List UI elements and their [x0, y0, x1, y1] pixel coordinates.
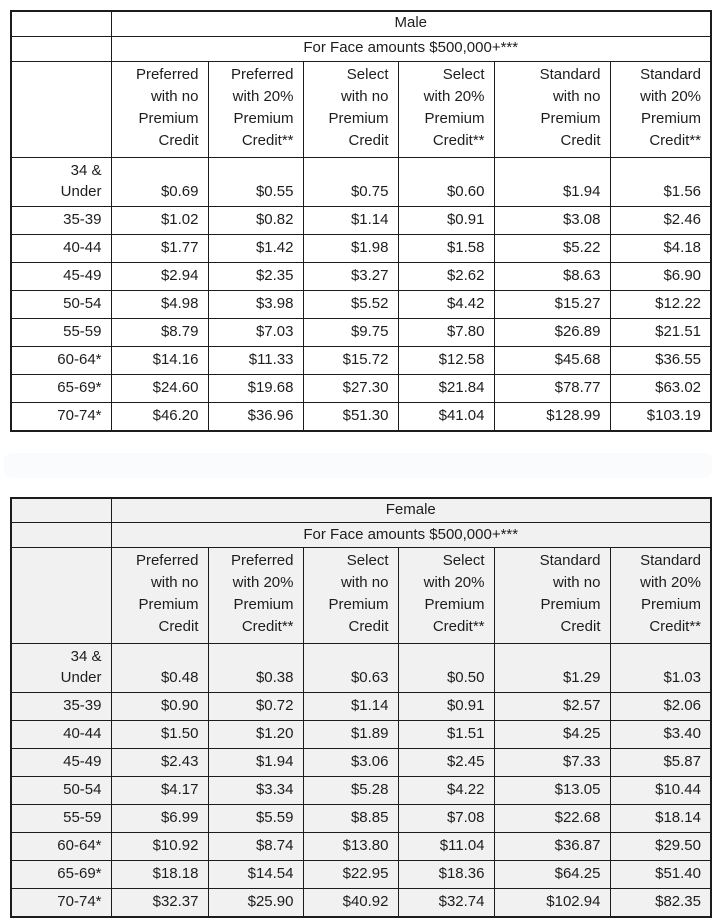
- rate-value: $7.08: [398, 805, 494, 833]
- rate-value: $1.14: [303, 206, 398, 234]
- rate-value: $10.92: [111, 833, 208, 861]
- table-row: [11, 721, 711, 749]
- rate-value: $0.38: [208, 644, 303, 693]
- rate-value: $0.91: [398, 693, 494, 721]
- rate-value: $22.95: [303, 861, 398, 889]
- rate-value: $14.54: [208, 861, 303, 889]
- male-rate-table: [10, 10, 712, 432]
- age-band-label: 60-64*: [11, 833, 111, 861]
- rate-value: $1.50: [111, 721, 208, 749]
- rate-value: $36.87: [494, 833, 610, 861]
- rate-value: $18.36: [398, 861, 494, 889]
- rate-value: $0.91: [398, 206, 494, 234]
- rate-value: $24.60: [111, 374, 208, 402]
- age-band-label: 70-74*: [11, 402, 111, 431]
- rate-value: $11.33: [208, 346, 303, 374]
- column-header: Preferred with 20% Premium Credit**: [208, 548, 303, 644]
- rate-value: $3.27: [303, 262, 398, 290]
- age-band-label: 35-39: [11, 693, 111, 721]
- age-band-label: 45-49: [11, 749, 111, 777]
- table-row: [11, 693, 711, 721]
- age-band-label: 55-59: [11, 805, 111, 833]
- rate-value: $5.28: [303, 777, 398, 805]
- age-band-label: 50-54: [11, 290, 111, 318]
- rate-value: $3.34: [208, 777, 303, 805]
- rate-value: $1.94: [208, 749, 303, 777]
- rate-value: $3.06: [303, 749, 398, 777]
- rate-value: $64.25: [494, 861, 610, 889]
- rate-value: $5.22: [494, 234, 610, 262]
- rate-value: $0.72: [208, 693, 303, 721]
- rate-value: $11.04: [398, 833, 494, 861]
- rate-value: $8.74: [208, 833, 303, 861]
- corner-cell: [11, 523, 111, 548]
- table-row: [11, 374, 711, 402]
- rate-value: $1.51: [398, 721, 494, 749]
- rate-value: $15.27: [494, 290, 610, 318]
- rate-value: $1.14: [303, 693, 398, 721]
- rate-value: $25.90: [208, 889, 303, 918]
- rate-value: $4.18: [610, 234, 711, 262]
- rate-value: $2.43: [111, 749, 208, 777]
- rate-value: $18.18: [111, 861, 208, 889]
- rate-value: $46.20: [111, 402, 208, 431]
- rate-value: $0.90: [111, 693, 208, 721]
- rate-value: $26.89: [494, 318, 610, 346]
- rate-value: $63.02: [610, 374, 711, 402]
- rate-value: $128.99: [494, 402, 610, 431]
- rate-value: $3.98: [208, 290, 303, 318]
- rate-value: $0.55: [208, 157, 303, 206]
- rate-value: $103.19: [610, 402, 711, 431]
- rate-value: $0.63: [303, 644, 398, 693]
- rate-value: $1.56: [610, 157, 711, 206]
- table-row: [11, 262, 711, 290]
- rate-value: $1.89: [303, 721, 398, 749]
- age-band-label: 50-54: [11, 777, 111, 805]
- rate-value: $0.48: [111, 644, 208, 693]
- female-rate-table-container: [10, 497, 718, 918]
- rate-value: $21.84: [398, 374, 494, 402]
- rate-value: $8.79: [111, 318, 208, 346]
- rate-value: $4.98: [111, 290, 208, 318]
- rate-value: $6.90: [610, 262, 711, 290]
- rate-value: $12.58: [398, 346, 494, 374]
- rate-value: $10.44: [610, 777, 711, 805]
- rate-value: $2.57: [494, 693, 610, 721]
- column-header: Standard with no Premium Credit: [494, 548, 610, 644]
- rate-value: $2.45: [398, 749, 494, 777]
- rate-value: $78.77: [494, 374, 610, 402]
- rate-value: $41.04: [398, 402, 494, 431]
- rate-value: $2.62: [398, 262, 494, 290]
- rate-value: $9.75: [303, 318, 398, 346]
- age-band-label: 40-44: [11, 721, 111, 749]
- rate-value: $1.42: [208, 234, 303, 262]
- face-amount-subtitle: For Face amounts $500,000+***: [111, 523, 711, 548]
- separator-band: [4, 453, 712, 478]
- rate-value: $1.29: [494, 644, 610, 693]
- column-header: Select with no Premium Credit: [303, 61, 398, 157]
- rate-value: $45.68: [494, 346, 610, 374]
- column-header: Select with 20% Premium Credit**: [398, 61, 494, 157]
- rate-value: $32.74: [398, 889, 494, 918]
- rate-value: $2.94: [111, 262, 208, 290]
- table-row: [11, 861, 711, 889]
- rate-value: $51.30: [303, 402, 398, 431]
- rate-value: $0.50: [398, 644, 494, 693]
- rate-value: $19.68: [208, 374, 303, 402]
- table-row: [11, 889, 711, 918]
- age-band-label: 65-69*: [11, 374, 111, 402]
- table-row: [11, 805, 711, 833]
- age-band-label: 70-74*: [11, 889, 111, 918]
- rate-value: $12.22: [610, 290, 711, 318]
- age-band-label: 35-39: [11, 206, 111, 234]
- rate-value: $6.99: [111, 805, 208, 833]
- rate-value: $4.17: [111, 777, 208, 805]
- rate-value: $51.40: [610, 861, 711, 889]
- rate-value: $36.55: [610, 346, 711, 374]
- column-header: Standard with 20% Premium Credit**: [610, 548, 711, 644]
- table-row: [11, 749, 711, 777]
- age-band-label: 65-69*: [11, 861, 111, 889]
- rate-value: $5.87: [610, 749, 711, 777]
- rate-value: $40.92: [303, 889, 398, 918]
- age-band-label: 55-59: [11, 318, 111, 346]
- rate-value: $0.69: [111, 157, 208, 206]
- age-band-label: 45-49: [11, 262, 111, 290]
- age-band-label: 34 & Under: [11, 157, 111, 206]
- table-row: [11, 644, 711, 693]
- rate-value: $82.35: [610, 889, 711, 918]
- corner-cell: [11, 36, 111, 61]
- rate-value: $102.94: [494, 889, 610, 918]
- corner-cell: [11, 548, 111, 644]
- rate-value: $0.75: [303, 157, 398, 206]
- rate-value: $8.63: [494, 262, 610, 290]
- rate-value: $8.85: [303, 805, 398, 833]
- corner-cell: [11, 61, 111, 157]
- rate-value: $14.16: [111, 346, 208, 374]
- rate-value: $1.20: [208, 721, 303, 749]
- rate-value: $4.42: [398, 290, 494, 318]
- corner-cell: [11, 11, 111, 36]
- column-header: Preferred with no Premium Credit: [111, 548, 208, 644]
- rate-value: $3.40: [610, 721, 711, 749]
- table-row: [11, 402, 711, 431]
- rate-value: $2.46: [610, 206, 711, 234]
- gender-title: Female: [111, 498, 711, 523]
- rate-value: $3.08: [494, 206, 610, 234]
- rate-value: $5.59: [208, 805, 303, 833]
- rate-value: $4.25: [494, 721, 610, 749]
- rate-value: $36.96: [208, 402, 303, 431]
- rate-value: $1.98: [303, 234, 398, 262]
- rate-value: $1.77: [111, 234, 208, 262]
- rate-value: $13.05: [494, 777, 610, 805]
- column-header: Standard with 20% Premium Credit**: [610, 61, 711, 157]
- rate-value: $0.60: [398, 157, 494, 206]
- table-row: [11, 234, 711, 262]
- rate-value: $29.50: [610, 833, 711, 861]
- male-rate-table-container: [10, 10, 718, 432]
- column-header: Standard with no Premium Credit: [494, 61, 610, 157]
- table-row: [11, 157, 711, 206]
- rate-value: $27.30: [303, 374, 398, 402]
- rate-value: $21.51: [610, 318, 711, 346]
- age-band-label: 60-64*: [11, 346, 111, 374]
- rate-value: $7.80: [398, 318, 494, 346]
- rate-value: $22.68: [494, 805, 610, 833]
- column-header: Preferred with 20% Premium Credit**: [208, 61, 303, 157]
- rate-value: $0.82: [208, 206, 303, 234]
- column-header: Preferred with no Premium Credit: [111, 61, 208, 157]
- face-amount-subtitle: For Face amounts $500,000+***: [111, 36, 711, 61]
- corner-cell: [11, 498, 111, 523]
- rate-value: $1.94: [494, 157, 610, 206]
- table-row: [11, 318, 711, 346]
- rate-value: $13.80: [303, 833, 398, 861]
- rate-value: $15.72: [303, 346, 398, 374]
- column-header: Select with 20% Premium Credit**: [398, 548, 494, 644]
- rate-value: $18.14: [610, 805, 711, 833]
- column-header: Select with no Premium Credit: [303, 548, 398, 644]
- table-row: [11, 206, 711, 234]
- rate-value: $2.35: [208, 262, 303, 290]
- table-row: [11, 777, 711, 805]
- female-rate-table: [10, 497, 712, 918]
- rate-value: $32.37: [111, 889, 208, 918]
- rate-value: $1.58: [398, 234, 494, 262]
- rate-value: $7.03: [208, 318, 303, 346]
- table-row: [11, 833, 711, 861]
- gender-title: Male: [111, 11, 711, 36]
- table-row: [11, 290, 711, 318]
- rate-value: $4.22: [398, 777, 494, 805]
- rate-value: $1.02: [111, 206, 208, 234]
- table-row: [11, 346, 711, 374]
- age-band-label: 34 & Under: [11, 644, 111, 693]
- rate-value: $5.52: [303, 290, 398, 318]
- rate-value: $1.03: [610, 644, 711, 693]
- rate-value: $2.06: [610, 693, 711, 721]
- age-band-label: 40-44: [11, 234, 111, 262]
- rate-value: $7.33: [494, 749, 610, 777]
